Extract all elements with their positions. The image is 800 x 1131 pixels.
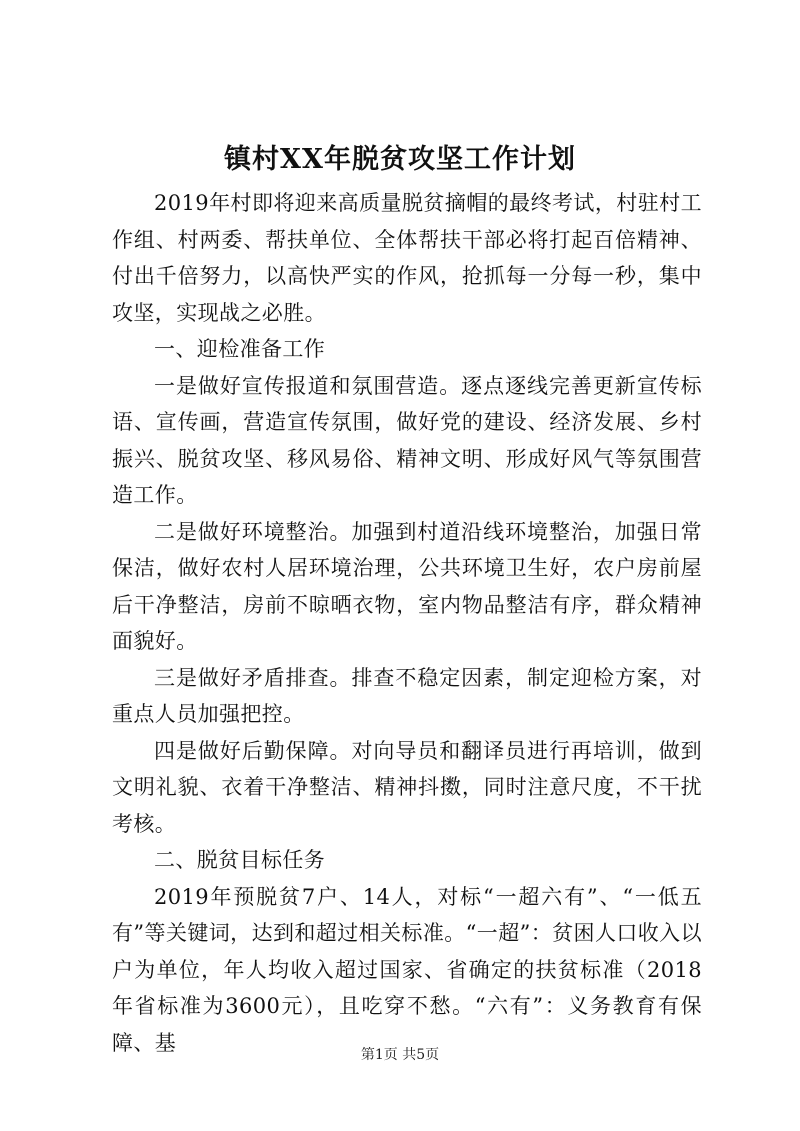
section-heading-inspection-prep: 一、迎检准备工作	[154, 337, 326, 361]
paragraph-conflict-check: 三是做好矛盾排查。排查不稳定因素，制定迎检方案，对重点人员加强把控。	[112, 665, 702, 726]
page-number-footer: 第1页 共5页	[360, 1047, 440, 1063]
paragraph-intro: 2019年村即将迎来高质量脱贫摘帽的最终考试，村驻村工作组、村两委、帮扶单位、全体帮扶干部必将打起百倍精神、付出千倍努力，以高快严实的作风，抢抓每一分每一秒，集中攻坚，实现战之必胜。	[112, 191, 702, 325]
paragraph-environment: 二是做好环境整治。加强到村道沿线环境整治，加强日常保洁，做好农村人居环境治理，公共环境卫生好，农户房前屋后干净整洁，房前不晾晒衣物，室内物品整洁有序，群众精神面貌好。	[112, 519, 702, 653]
paragraph-publicity: 一是做好宣传报道和氛围营造。逐点逐线完善更新宣传标语、宣传画，营造宣传氛围，做好党的建设、经济发展、乡村振兴、脱贫攻坚、移风易俗、精神文明、形成好风气等氛围营造工作。	[112, 373, 702, 507]
document-body	[112, 185, 702, 1061]
paragraph-targets: 2019年预脱贫7户、14人，对标“一超六有”、“一低五有”等关键词，达到和超过相关标准。“一超”：贫困人口收入以户为单位，年人均收入超过国家、省确定的扶贫标准（2018年省标准为3600元），且吃穿不愁。“六有”：义务教育有保障、基	[112, 884, 702, 1055]
section-heading-targets: 二、脱贫目标任务	[154, 848, 326, 872]
paragraph-logistics: 四是做好后勤保障。对向导员和翻译员进行再培训，做到文明礼貌、衣着干净整洁、精神抖擞，同时注意尺度，不干扰考核。	[112, 738, 702, 836]
document-title: 镇村XX年脱贫攻坚工作计划	[224, 144, 576, 175]
